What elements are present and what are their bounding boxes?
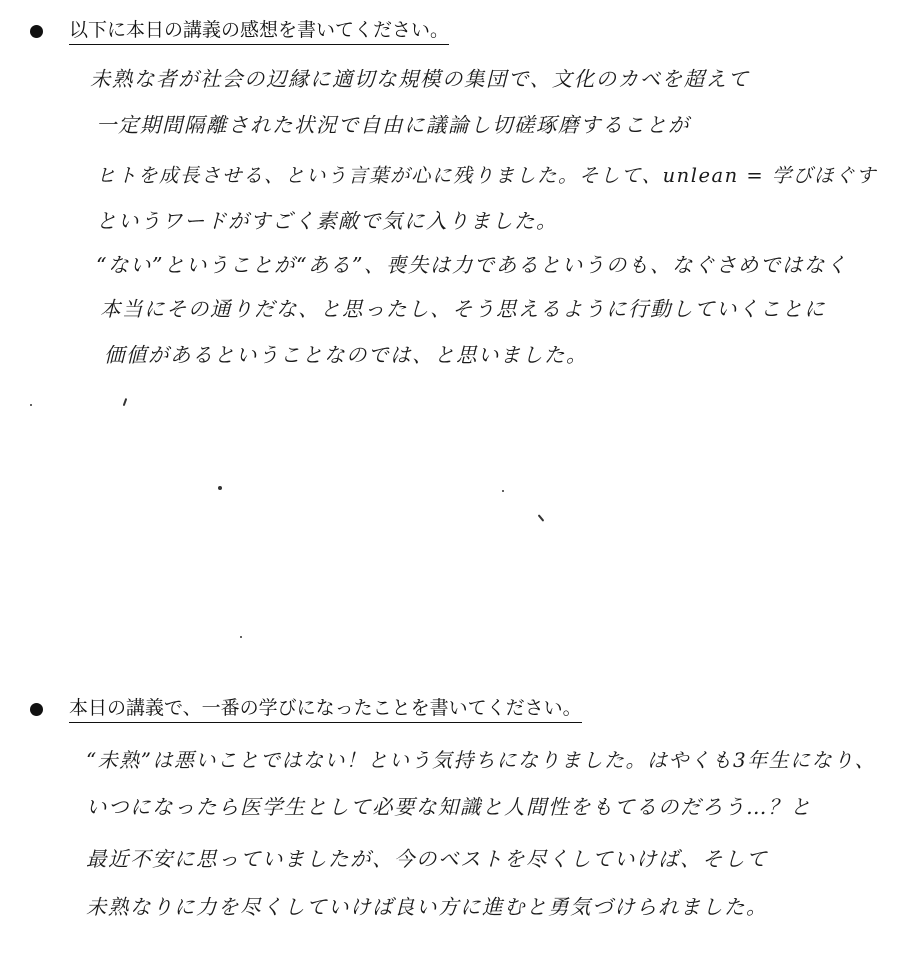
prompt-row-2 — [30, 696, 582, 723]
answer-line: 価値があるということなのでは、と思いました。 — [104, 343, 588, 367]
answer-line: 未熟なりに力を尽くしていけば良い方に進むと勇気づけられました。 — [86, 895, 768, 919]
question-prompt: 以下に本日の講義の感想を書いてください。 — [69, 18, 449, 45]
answer-line: 一定期間隔離された状況で自由に議論し切磋琢磨することが — [96, 113, 690, 137]
question-prompt: 本日の講義で、一番の学びになったことを書いてください。 — [69, 696, 582, 723]
scan-speck — [538, 514, 545, 521]
answer-line: ヒトを成長させる、という言葉が心に残りました。そして、unlean = 学びほぐす — [96, 164, 877, 187]
answer-line: 未熟な者が社会の辺縁に適切な規模の集団で、文化のカベを超えて — [90, 67, 750, 91]
answer-line: いつになったら医学生として必要な知識と人間性をもてるのだろう…？と — [86, 795, 812, 819]
answer-line: 最近不安に思っていましたが、今のベストを尽くしていけば、そして — [86, 847, 768, 871]
scan-speck — [30, 404, 32, 406]
bullet-icon — [30, 703, 43, 716]
prompt-row-1 — [30, 18, 449, 45]
answer-line: 本当にその通りだな、と思ったし、そう思えるように行動していくことに — [100, 297, 826, 321]
scan-speck — [240, 636, 242, 638]
bullet-icon — [30, 25, 43, 38]
scan-speck — [123, 398, 127, 406]
scan-speck — [502, 490, 504, 492]
answer-line: “未熟”は悪いことではない！という気持ちになりました。はやくも3年生になり、 — [86, 748, 877, 772]
answer-line: というワードがすごく素敵で気に入りました。 — [96, 209, 558, 233]
scan-speck — [218, 486, 222, 490]
answer-line: “ない”ということが“ある”、喪失は力であるというのも、なぐさめではなく — [96, 253, 848, 277]
